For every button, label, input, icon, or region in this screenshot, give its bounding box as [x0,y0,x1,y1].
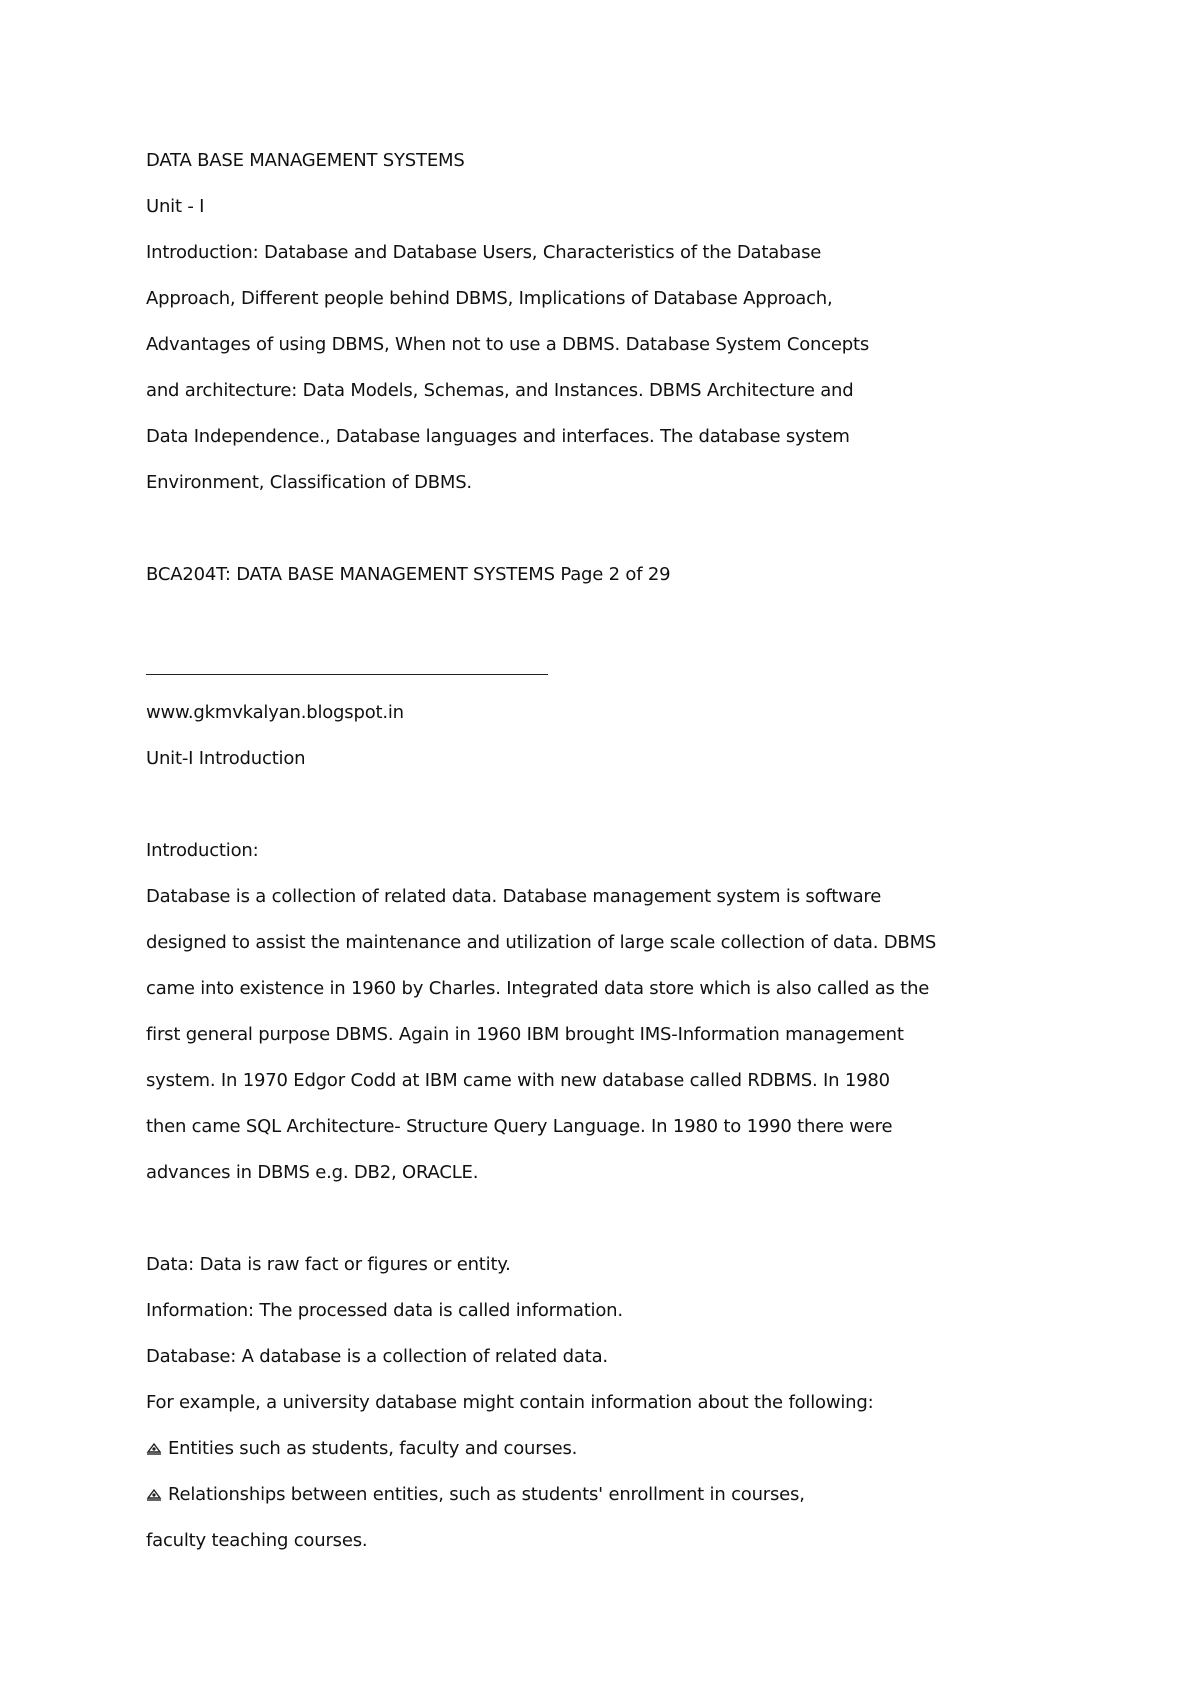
bullet-item [146,1438,577,1460]
page-footer: BCA204T: DATA BASE MANAGEMENT SYSTEMS Page 2 of 29 [146,564,671,585]
section-title: Unit-I Introduction [146,748,306,769]
bullet-symbol-icon [146,1486,162,1502]
bullet-item [146,1484,805,1506]
intro-line: advances in DBMS e.g. DB2, ORACLE. [146,1162,479,1183]
intro-line: system. In 1970 Edgor Codd at IBM came with new database called RDBMS. In 1980 [146,1070,890,1091]
bullet-text: Entities such as students, faculty and courses. [168,1438,578,1459]
intro-heading: Introduction: [146,840,259,861]
definition-information: Information: The processed data is called information. [146,1300,623,1321]
divider-line [146,674,548,675]
definition-data: Data: Data is raw fact or figures or entity. [146,1254,511,1275]
intro-line: first general purpose DBMS. Again in 1960 IBM brought IMS-Information management [146,1024,904,1045]
intro-line: then came SQL Architecture- Structure Query Language. In 1980 to 1990 there were [146,1116,893,1137]
intro-line: designed to assist the maintenance and utilization of large scale collection of data. DBMS [146,932,937,953]
document-title: DATA BASE MANAGEMENT SYSTEMS [146,150,465,171]
intro-line: Database is a collection of related data. Database management system is software [146,886,882,907]
bullet-symbol-icon [146,1440,162,1456]
syllabus-line: and architecture: Data Models, Schemas, and Instances. DBMS Architecture and [146,380,854,401]
syllabus-line: Data Independence., Database languages and interfaces. The database system [146,426,850,447]
definition-database: Database: A database is a collection of related data. [146,1346,608,1367]
bullet-text: Relationships between entities, such as students' enrollment in courses, [168,1484,805,1505]
example-intro: For example, a university database might contain information about the following: [146,1392,874,1413]
bullet-continuation: faculty teaching courses. [146,1530,368,1551]
syllabus-line: Environment, Classification of DBMS. [146,472,472,493]
website-link[interactable]: www.gkmvkalyan.blogspot.in [146,702,404,723]
syllabus-line: Introduction: Database and Database Users, Characteristics of the Database [146,242,822,263]
syllabus-line: Advantages of using DBMS, When not to use a DBMS. Database System Concepts [146,334,870,355]
unit-label: Unit - I [146,196,205,217]
syllabus-line: Approach, Different people behind DBMS, Implications of Database Approach, [146,288,833,309]
intro-line: came into existence in 1960 by Charles. Integrated data store which is also called as the [146,978,930,999]
